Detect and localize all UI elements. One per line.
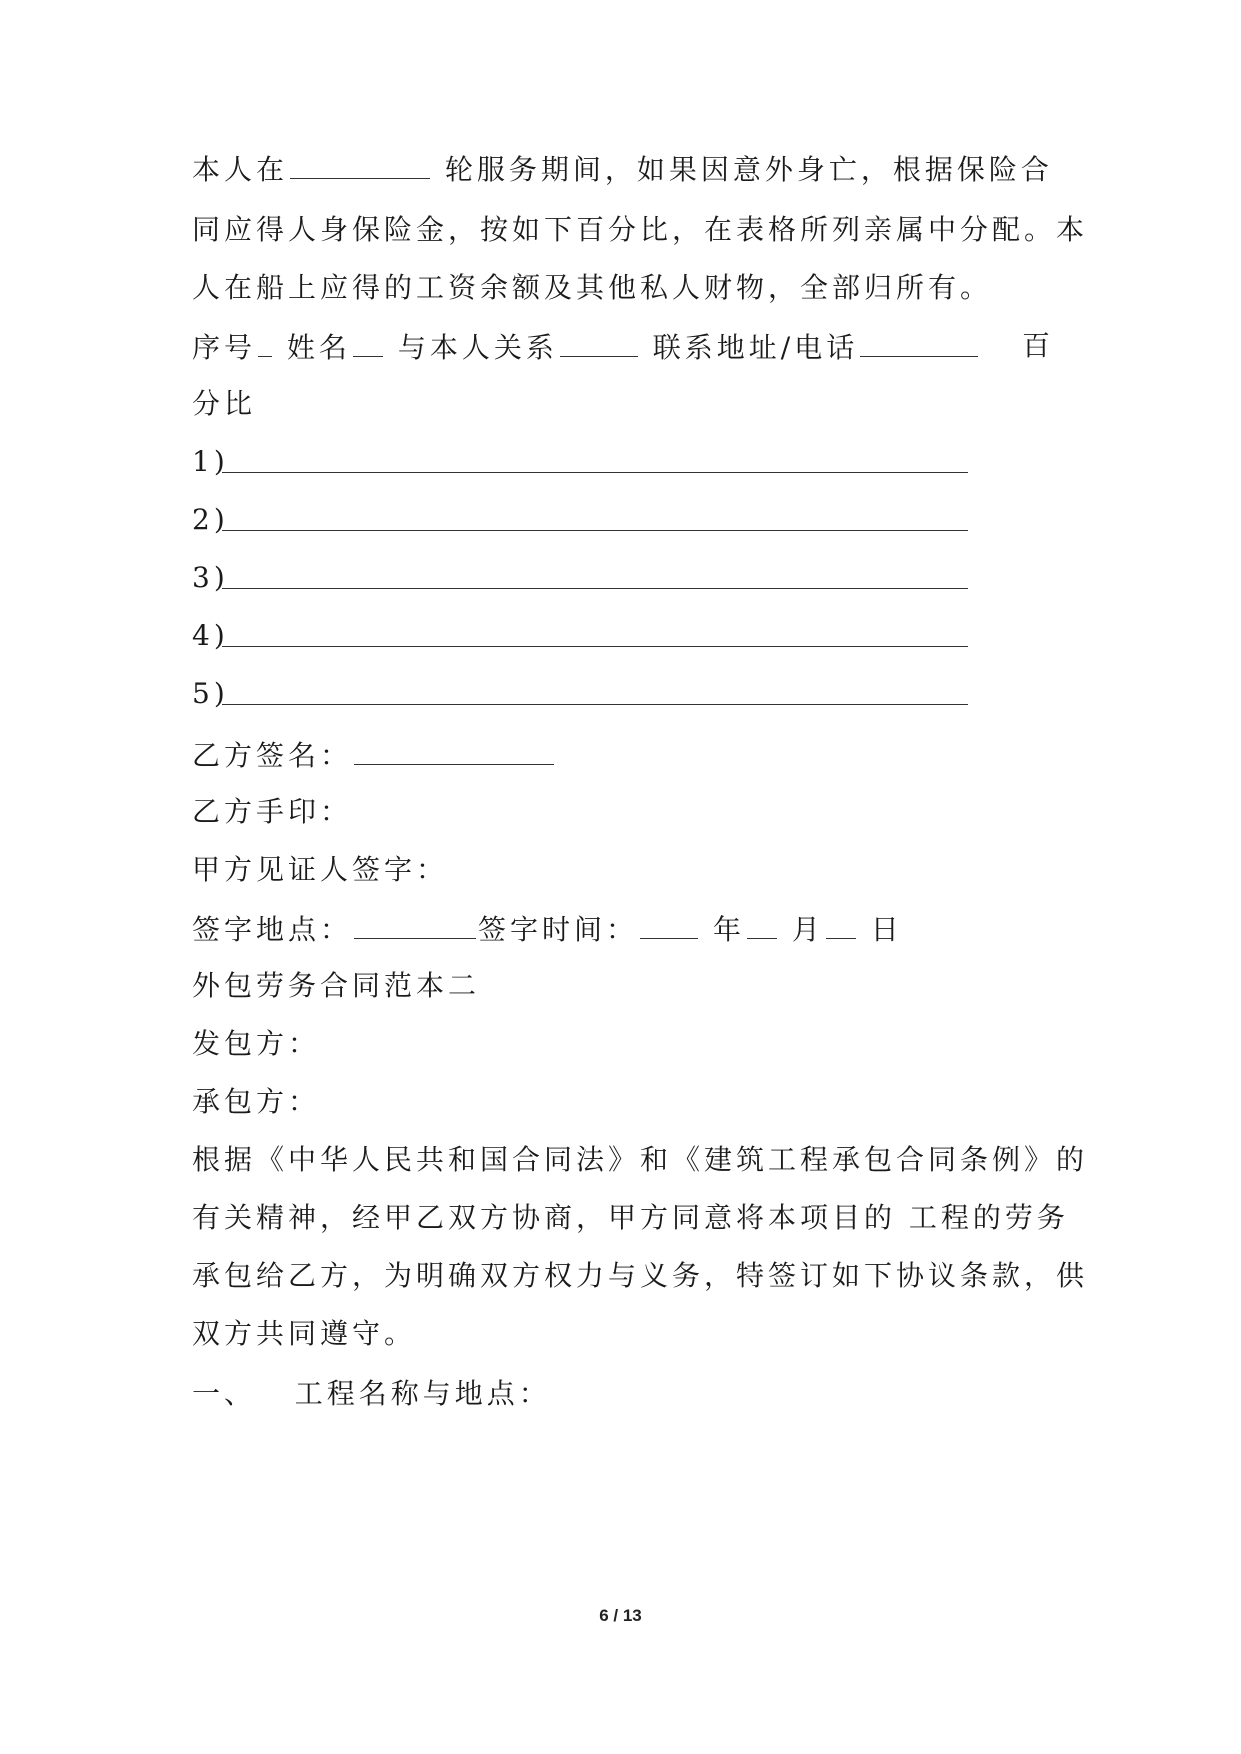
row-number: 5) (192, 677, 229, 710)
employer-label: 发包方： (192, 1027, 321, 1060)
text-segment: 本人在 (192, 153, 289, 186)
year-blank (640, 908, 698, 939)
blank (258, 326, 272, 357)
paragraph-line-3: 人在船上应得的工资余额及其他私人财物，全部归所有。 (192, 271, 993, 304)
row-number: 3) (192, 561, 229, 594)
contract-2-paragraph-line-4: 双方共同遵守。 (192, 1317, 417, 1350)
section-title: 工程名称与地点： (294, 1377, 551, 1410)
beneficiary-row-1 (192, 442, 1054, 482)
party-b-signature-line (192, 734, 1054, 774)
party-b-signature-blank (354, 734, 554, 765)
text-segment: 轮服务期间，如果因意外身亡，根据保险合 (444, 153, 1053, 186)
party-b-signature-label: 乙方签名： (192, 739, 353, 772)
month-blank (747, 908, 777, 939)
header-contact: 联系地址/电话 (652, 331, 859, 364)
header-relation: 与本人关系 (397, 331, 558, 364)
contract-2-title: 外包劳务合同范本二 (192, 969, 481, 1002)
row-4-blank (222, 646, 968, 647)
beneficiary-header-row (192, 326, 1054, 366)
year-label: 年 (712, 913, 745, 946)
header-name: 姓名 (286, 331, 351, 364)
section-1-heading (192, 1374, 1054, 1414)
signing-place-time-line (192, 908, 1054, 948)
signing-time-label: 签字时间： (478, 913, 639, 946)
month-label: 月 (791, 913, 824, 946)
witness-signature: 甲方见证人签字： (192, 853, 449, 886)
day-blank (826, 908, 856, 939)
blank-voyage (290, 148, 430, 179)
beneficiary-row-3 (192, 558, 1054, 598)
blank (860, 326, 978, 357)
row-number: 4) (192, 619, 229, 652)
paragraph-line-1 (192, 148, 1054, 188)
signing-place-label: 签字地点： (192, 913, 353, 946)
day-label: 日 (870, 913, 903, 946)
row-5-blank (222, 704, 968, 705)
contract-2-paragraph-line-2: 有关精神，经甲乙双方协商，甲方同意将本项目的 工程的劳务 (192, 1201, 1069, 1234)
row-number: 1) (192, 445, 229, 478)
blank (560, 326, 638, 357)
row-1-blank (222, 472, 968, 473)
header-percent: 百 (1021, 329, 1054, 362)
page-number: 6 / 13 (599, 1606, 642, 1625)
row-3-blank (222, 588, 968, 589)
beneficiary-row-5 (192, 674, 1054, 714)
blank (353, 326, 383, 357)
beneficiary-row-4 (192, 616, 1054, 656)
paragraph-line-2: 同应得人身保险金，按如下百分比，在表格所列亲属中分配。本 (192, 213, 1089, 246)
signing-place-blank (354, 908, 476, 939)
beneficiary-row-2 (192, 500, 1054, 540)
contractor-label: 承包方： (192, 1085, 321, 1118)
contract-2-paragraph-line-3: 承包给乙方，为明确双方权力与义务，特签订如下协议条款，供 (192, 1259, 1089, 1292)
header-seq: 序号 (192, 331, 257, 364)
header-percent-continued: 分比 (192, 387, 257, 420)
section-number: 一、 (192, 1377, 257, 1410)
row-number: 2) (192, 503, 229, 536)
party-b-fingerprint: 乙方手印： (192, 795, 353, 828)
contract-2-paragraph-line-1: 根据《中华人民共和国合同法》和《建筑工程承包合同条例》的 (192, 1143, 1089, 1176)
row-2-blank (222, 530, 968, 531)
